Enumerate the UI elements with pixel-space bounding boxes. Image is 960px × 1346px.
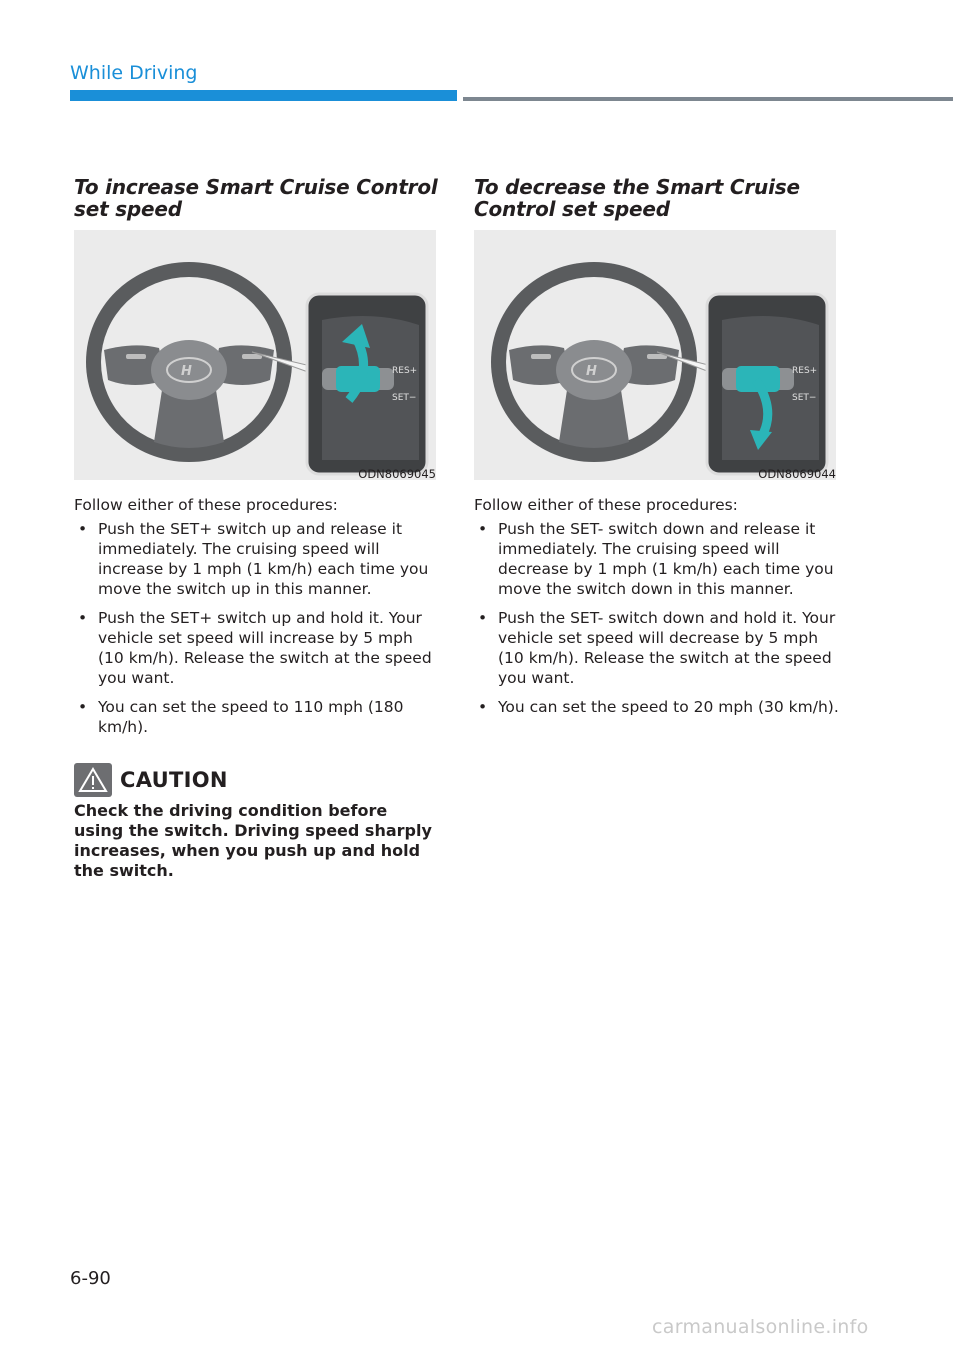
bullet: • [478, 698, 488, 716]
watermark: carmanualsonline.info [652, 1316, 869, 1338]
res-label: RES+ [792, 366, 818, 376]
left-procedure-list [74, 519, 440, 737]
section-header: While Driving [70, 62, 198, 84]
steering-wheel-icon [491, 262, 697, 462]
page-number: 6-90 [70, 1268, 111, 1289]
list-item: • Push the SET- switch down and hold it. Your vehicle set speed will decrease by 5 mph (10 km/h). Release the switch at the speed you want. [478, 609, 836, 687]
svg-text:H: H [586, 364, 597, 379]
steering-wheel-up-illustration [74, 230, 436, 480]
list-item: • Push the SET- switch down and release it immediately. The cruising speed will decrease by 1 mph (1 km/h) each time you move the switch down in this manner. [478, 520, 834, 598]
caution-text: Check the driving condition before using the switch. Driving speed sharply increases, when you push up and hold the switch. [74, 801, 432, 880]
header-bar-accent [70, 90, 457, 101]
left-column [74, 176, 440, 881]
left-intro: Follow either of these procedures: [74, 496, 338, 514]
set-label: SET− [392, 393, 417, 403]
right-column [474, 176, 840, 726]
bullet: • [478, 609, 488, 627]
list-item: • Push the SET+ switch up and hold it. Your vehicle set speed will increase by 5 mph (10 km/h). Release the switch at the speed you want. [78, 609, 432, 687]
steering-wheel-icon [86, 262, 292, 462]
right-section-title: To decrease the Smart Cruise Control set speed [474, 175, 800, 221]
switch-closeup-panel [307, 294, 427, 474]
steering-wheel-figure-up [74, 230, 436, 480]
figure-code: ODN8069045 [358, 467, 436, 481]
svg-text:H: H [181, 364, 192, 379]
header-bar-rule [463, 97, 953, 101]
caution-label: CAUTION [120, 768, 228, 792]
switch-closeup-panel [707, 294, 827, 474]
figure-code: ODN8069044 [758, 467, 836, 481]
bullet: • [478, 520, 488, 538]
list-item: • You can set the speed to 110 mph (180 km/h). [78, 698, 404, 736]
steering-wheel-figure-down [474, 230, 836, 480]
list-item: • Push the SET+ switch up and release it immediately. The cruising speed will increase by 1 mph (1 km/h) each time you move the switch up in this manner. [78, 520, 429, 598]
warning-triangle-icon [74, 763, 112, 797]
list-item: • You can set the speed to 20 mph (30 km/h). [478, 698, 839, 716]
left-section-title: To increase Smart Cruise Control set speed [74, 175, 438, 221]
bullet: • [78, 520, 88, 538]
res-label: RES+ [392, 366, 418, 376]
set-label: SET− [792, 393, 817, 403]
bullet: • [78, 698, 88, 716]
bullet: • [78, 609, 88, 627]
right-intro: Follow either of these procedures: [474, 496, 738, 514]
caution-box [74, 763, 440, 881]
steering-wheel-down-illustration [474, 230, 836, 480]
right-procedure-list [474, 519, 840, 717]
